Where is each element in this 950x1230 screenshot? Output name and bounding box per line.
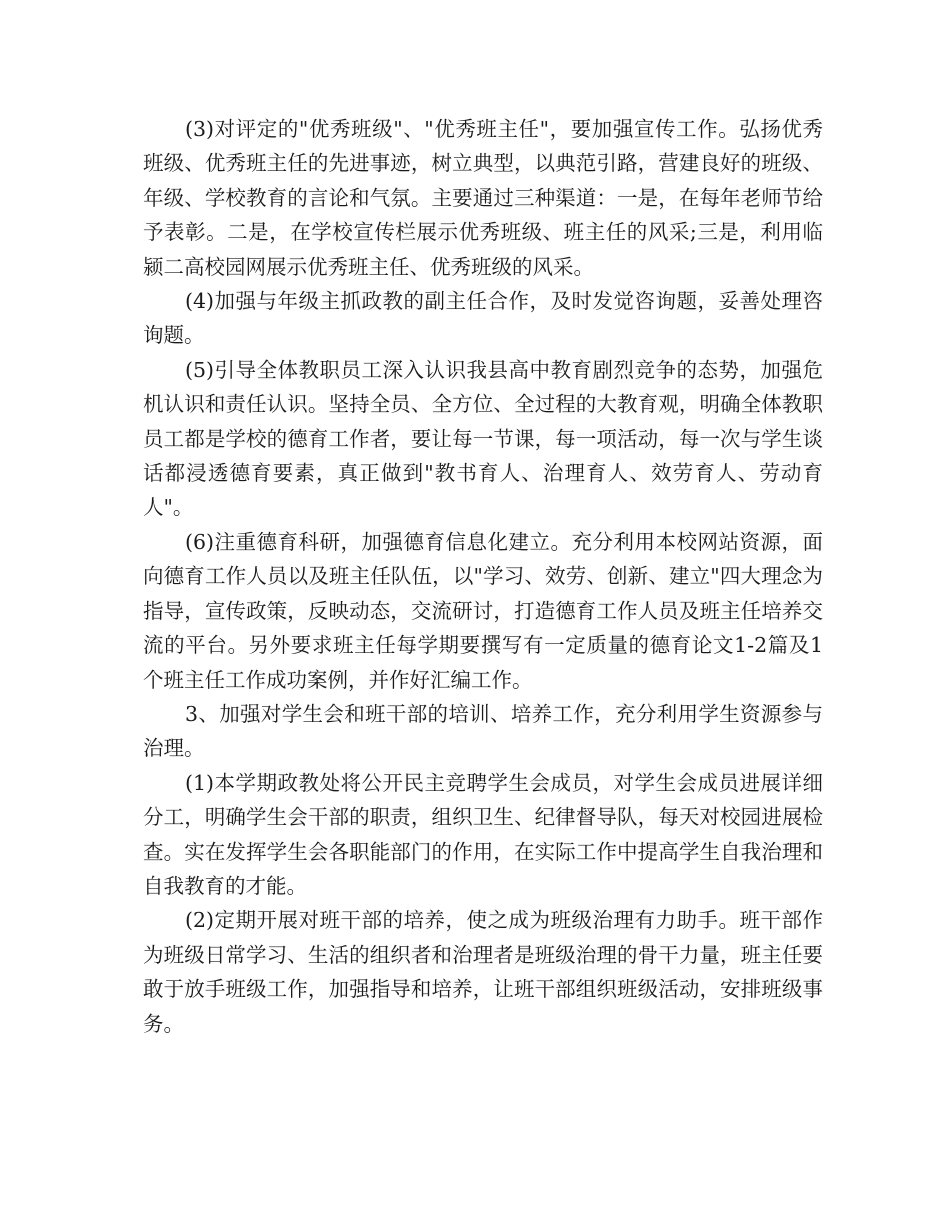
paragraph-item-1-election: (1)本学期政教处将公开民主竞聘学生会成员，对学生会成员进展详细分工，明确学生会干部的职责，组织卫生、纪律督导队，每天对校园进展检查。实在发挥学生会各职能部门的作用，在实际工作中提高学生自我治理和自我教育的才能。 — [143, 770, 823, 898]
paragraph-section-3-student-council: 3、加强对学生会和班干部的培训、培养工作，充分利用学生资源参与治理。 — [143, 701, 823, 761]
paragraph-item-5-awareness: (5)引导全体教职员工深入认识我县高中教育剧烈竞争的态势，加强危机认识和责任认识。坚持全员、全方位、全过程的大教育观，明确全体教职员工都是学校的德育工作者，要让每一节课，每一项活动，每一次与学生谈话都浸透德育要素，真正做到"教书育人、治理育人、效劳育人、劳动育人"。 — [143, 357, 823, 520]
document-page — [143, 112, 823, 1041]
paragraph-item-4-cooperation: (4)加强与年级主抓政教的副主任合作，及时发觉咨询题，妥善处理咨询题。 — [143, 289, 823, 348]
paragraph-item-3-publicity: (3)对评定的"优秀班级"、"优秀班主任"，要加强宣传工作。弘扬优秀班级、优秀班主任的先进事迹，树立典型，以典范引路，营建良好的班级、年级、学校教育的言论和气氛。主要通过三种渠道：一是，在每年老师节给予表彰。二是，在学校宣传栏展示优秀班级、班主任的风采;三是，利用临颍二高校园网展示优秀班主任、优秀班级的风采。 — [143, 117, 823, 279]
paragraph-item-2-class-cadres: (2)定期开展对班干部的培养，使之成为班级治理有力助手。班干部作为班级日常学习、生活的组织者和治理者是班级治理的骨干力量，班主任要敢于放手班级工作，加强指导和培养，让班干部组织班级活动，安排班级事务。 — [143, 908, 823, 1036]
paragraph-item-6-research: (6)注重德育科研，加强德育信息化建立。充分利用本校网站资源，面向德育工作人员以及班主任队伍，以"学习、效劳、创新、建立"四大理念为指导，宣传政策，反映动态，交流研讨，打造德育工作人员及班主任培养交流的平台。另外要求班主任每学期要撰写有一定质量的德育论文1-2篇及1个班主任工作成功案例，并作好汇编工作。 — [143, 529, 823, 692]
